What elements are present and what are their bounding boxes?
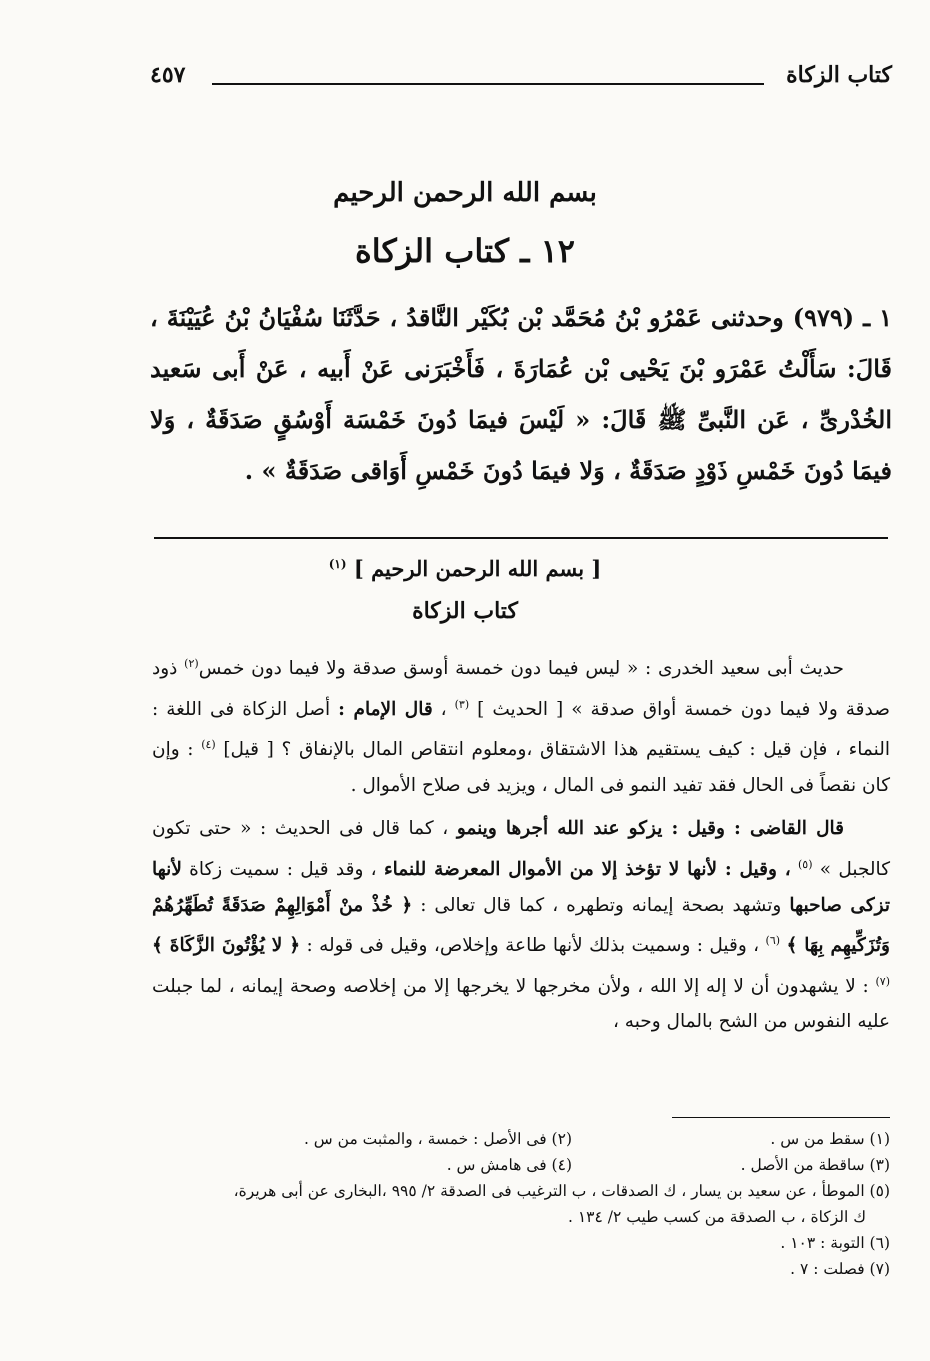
speaker-label: قال القاضى : وقيل : يزكو عند الله أجرها وينمو: [456, 818, 844, 840]
hadith-number: ١ ـ (٩٧٩): [792, 303, 892, 332]
commentary-basmala: [0, 556, 930, 581]
footnote-ref-2: (٢): [184, 657, 199, 670]
quran-verse: ﴿ خُذْ منْ أَمْوَالِهِمْ صَدَقَةً تُطَهِّرُهُمْ وَتُزَكِّيهِم بِهَا ﴾: [152, 894, 890, 957]
section-divider: [154, 537, 888, 539]
speaker-label: قال الإمام :: [338, 698, 433, 720]
footnote-5: (٥) الموطأ ، عن سعيد بن يسار ، ك الصدقات ، ب الترغيب فى الصدقة ٢/ ٩٩٥ ،البخارى عن أبى هريرة،: [233, 1182, 890, 1200]
text-run: حديث أبى سعيد الخدرى : « ليس فيما دون خمسة أوسق صدقة ولا فيما دون خمس: [198, 658, 844, 680]
footnote-4: (٤) فى هامش س .: [446, 1156, 572, 1174]
footnote-7: (٧) فصلت : ٧ .: [790, 1260, 890, 1278]
footnote-rule: [672, 1117, 890, 1118]
bold-run: لأنها تزكى صاحبها: [152, 859, 890, 916]
text-run: أصل الزكاة فى اللغة : النماء ، فإن قيل : كيف يستقيم هذا الاشتقاق ،ومعلوم انتقاص المال بالإنفاق ؟ [ قيل]: [152, 698, 890, 761]
commentary-title: كتاب الزكاة: [412, 598, 518, 624]
page-number: ٤٥٧: [150, 62, 186, 88]
footnote-ref-1: (١): [328, 557, 347, 571]
bold-run: ، وقيل : لأنها لا تؤخذ إلا من الأموال المعرضة للنماء: [383, 859, 791, 881]
footnote-ref-7: (٧): [875, 974, 890, 988]
main-basmala: بسم الله الرحمن الرحيم: [333, 178, 597, 208]
commentary-paragraph: [152, 811, 890, 1039]
footnote-row: [150, 1126, 890, 1152]
text-run: ، كما قال فى الحديث : « حتى تكون كالجبل »: [152, 818, 891, 881]
running-head: [150, 62, 892, 102]
footnote-ref-3: (٣): [454, 697, 470, 711]
footnote-ref-5: (٥): [798, 857, 813, 871]
hadith-text: وحدثنى عَمْرُو بْنُ مُحَمَّد بْن بُكَيْر النَّاقدُ ، حَدَّثَنَا سُفْيَانُ بْنُ عُيَيْنَةَ ، قَالَ: سَأَلْتُ عَمْرَو بْنَ يَحْيى بْن عُمَارَةَ ، فَأَخْبَرَنى عَنْ أَبيه ، عَنْ أَبى سَعيد الخُدْرىِّ ، عَن النَّبىِّ ﷺ قَالَ: « لَيْسَ فيمَا دُونَ خَمْسَة أَوْسُقٍ صَدَقَةٌ ، وَلا فيمَا دُونَ خَمْسِ ذَوْدٍ صَدَقَةٌ ، وَلا فيمَا دُونَ خَمْسِ أَوَاقى صَدَقَةٌ » .: [150, 303, 892, 485]
text-run: : وإن كان نقصاً فى الحال فقد تفيد النمو فى المال ، ويزيد فى صلاح الأموال .: [152, 739, 890, 796]
text-run: ذود صدقة ولا فيما دون خمسة أواق صدقة » [ الحديث ]: [152, 658, 890, 720]
commentary-paragraph: [152, 646, 890, 803]
footnote-ref-4: (٤): [201, 738, 216, 752]
hadith-text-block: [150, 292, 892, 496]
running-title: كتاب الزكاة: [786, 62, 892, 88]
book-title: ١٢ ـ كتاب الزكاة: [355, 232, 575, 270]
text-run: وتشهد بصحة إيمانه وتطهره ، كما قال تعالى :: [420, 894, 782, 916]
footnote-2: (٢) فى الأصل : خمسة ، والمثبت من س .: [303, 1130, 572, 1148]
footnote-row: [150, 1152, 890, 1178]
header-rule: [212, 83, 764, 85]
text-run: ، وقيل : وسميت بذلك لأنها طاعة وإخلاص، وقيل فى قوله :: [306, 935, 760, 957]
footnote-1: (١) سقط من س .: [770, 1130, 890, 1148]
footnote-5-continued: ك الزكاة ، ب الصدقة من كسب طيب ٢/ ١٣٤ .: [567, 1208, 866, 1226]
footnote-3: (٣) ساقطة من الأصل .: [740, 1156, 890, 1174]
text-run: : لا يشهدون أن لا إله إلا الله ، ولأن مخرجها لا يخرجها إلا من إخلاصه وصحة إيمانه ، لما جبلت عليه النفوس من الشح بالمال وحبه ،: [152, 975, 890, 1033]
footnote-6: (٦) التوبة : ١٠٣ .: [780, 1234, 890, 1252]
quran-verse: ﴿ لا يُؤْتُونَ الزَّكَاةَ ﴾: [152, 935, 301, 957]
footnotes: [150, 1126, 890, 1282]
commentary-body: [152, 646, 890, 1048]
text-run: ،: [440, 698, 447, 720]
footnote-ref-6: (٦): [765, 934, 781, 948]
text-run: ، وقد قيل : سميت زكاة: [189, 859, 377, 881]
commentary-basmala-text: [ بسم الله الرحمن الرحيم ]: [353, 556, 602, 581]
